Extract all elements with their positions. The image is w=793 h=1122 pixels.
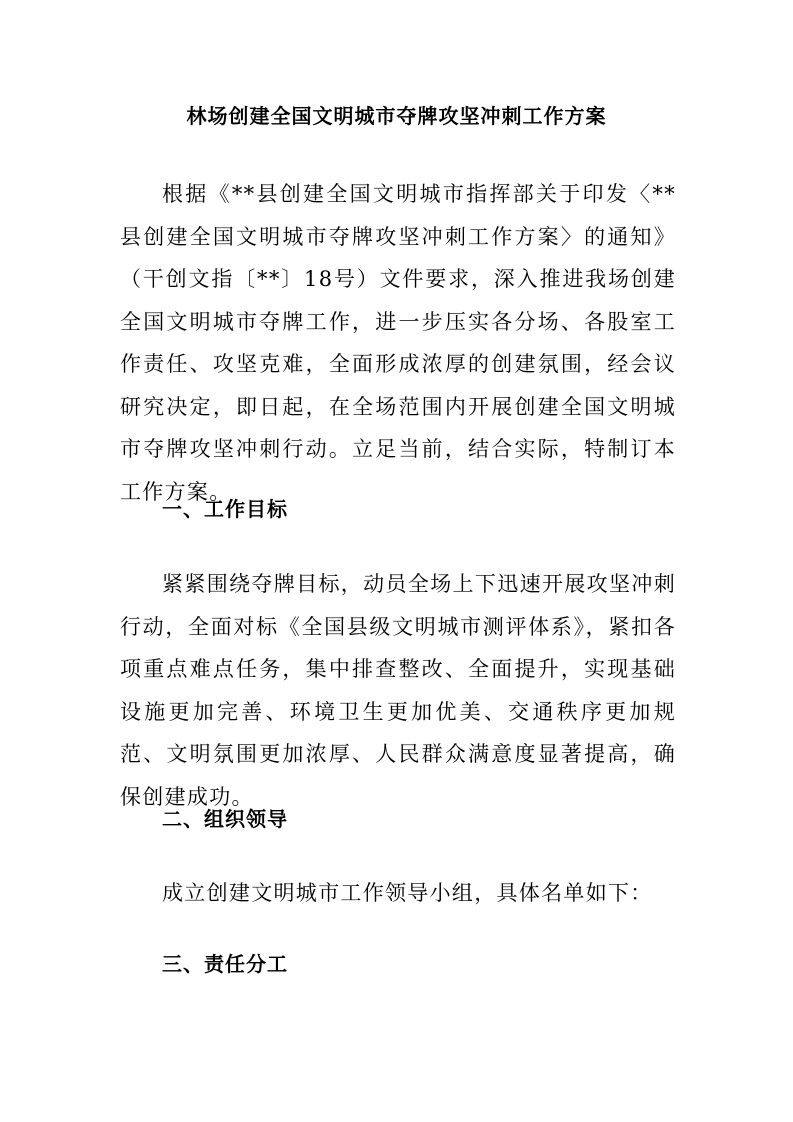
- section-paragraph-goals: 紧紧围绕夺牌目标，动员全场上下迅速开展攻坚冲刺行动，全面对标《全国县级文明城市测评体系》，紧扣各项重点难点任务，集中排查整改、全面提升，实现基础设施更加完善、环境卫生更加优美、交通秩序更加规范、文明氛围更加浓厚、人民群众满意度显著提高，确保创建成功。: [120, 572, 676, 809]
- section-heading-organization: 二、组织领导: [162, 807, 288, 831]
- section-heading-goals: 一、工作目标: [162, 497, 288, 521]
- document-title: 林场创建全国文明城市夺牌攻坚冲刺工作方案: [186, 104, 607, 128]
- section-heading-responsibilities: 三、责任分工: [162, 952, 288, 976]
- intro-paragraph: 根据《**县创建全国文明城市指挥部关于印发〈**县创建全国文明城市夺牌攻坚冲刺工作方案〉的通知》（干创文指〔**〕18号）文件要求，深入推进我场创建全国文明城市夺牌工作，进一步压实各分场、各股室工作责任、攻坚克难，全面形成浓厚的创建氛围，经会议研究决定，即日起，在全场范围内开展创建全国文明城市夺牌攻坚冲刺行动。立足当前，结合实际，特制订本工作方案。: [120, 182, 676, 504]
- section-paragraph-organization: 成立创建文明城市工作领导小组，具体名单如下：: [162, 881, 653, 905]
